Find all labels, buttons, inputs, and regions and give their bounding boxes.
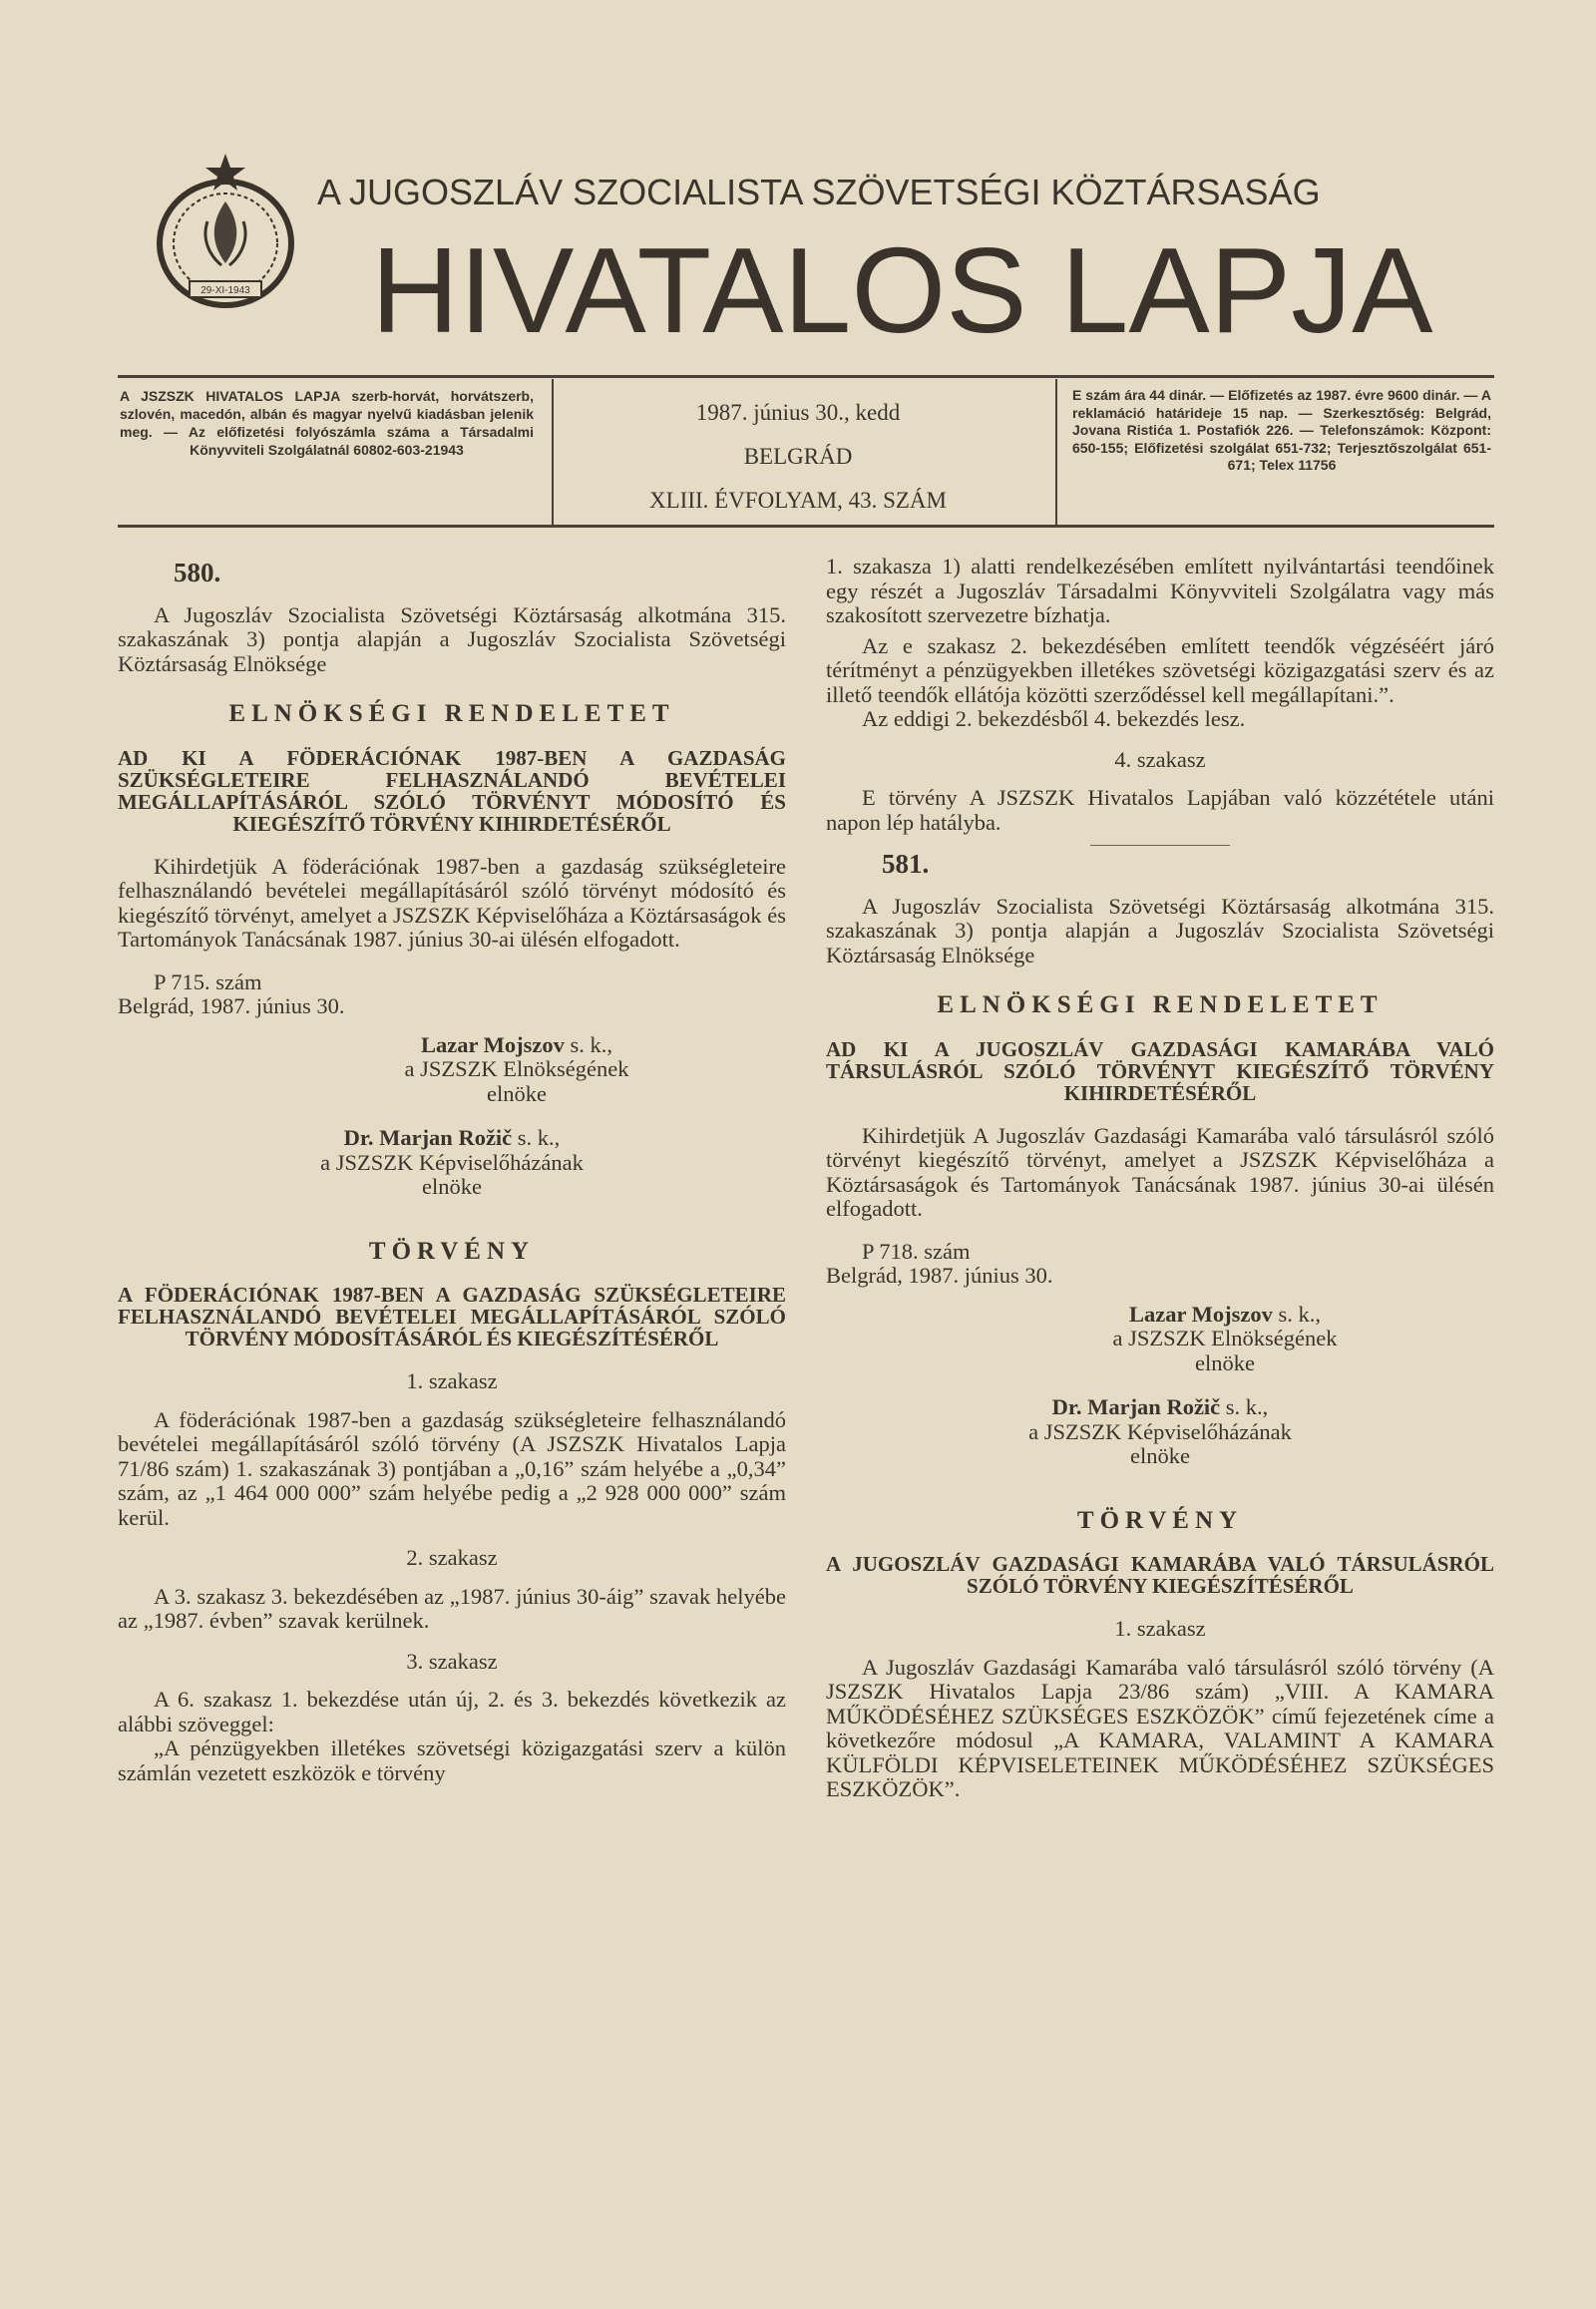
- signatory-role: a JSZSZK Elnökségének: [1112, 1326, 1338, 1350]
- item-number: 581.: [882, 849, 930, 879]
- law-heading: TÖRVÉNY: [368, 1237, 536, 1265]
- promulgation-text: Kihirdetjük A Jugoszláv Gazdasági Kamarába való társulásról szóló törvényt kiegészítő törvényt, amelyet a JSZSZK Képviselőháza a Köztársaságok és Tartományok Tanácsának 1987. június 30-ai ülésén elfogadott.: [826, 1122, 1494, 1221]
- masthead-subtitle: A JUGOSZLÁV SZOCIALISTA SZÖVETSÉGI KÖZTÁRSASÁG: [317, 172, 1321, 212]
- section-heading: 4. szakasz: [1114, 746, 1206, 772]
- section-text: E törvény A JSZSZK Hivatalos Lapjában való közzététele utáni napon lép hatályba.: [826, 785, 1494, 835]
- signatory-name: Dr. Marjan Rožič: [343, 1125, 513, 1150]
- signatory-sk: s. k.,: [1220, 1394, 1269, 1419]
- signatory-name: Lazar Mojszov: [1128, 1301, 1273, 1327]
- reference: [118, 968, 786, 1019]
- signatory-role: elnöke: [422, 1174, 482, 1199]
- price-contact-info: E szám ára 44 dinár. — Előfizetés az 1987. évre 9600 dinár. — A reklamáció határideje 15 nap. — Szerkesztőség: Belgrád, Jovana Ristića 1. Postafiók 226. — Telefonszámok: Központ: 650-155; Előfizetési szolgálat 651-732; Terjesztőszolgálat 651-671; Telex 11756: [1072, 387, 1491, 473]
- decree-title: AD KI A JUGOSZLÁV GAZDASÁGI KAMARÁBA VALÓ TÁRSULÁSRÓL SZÓLÓ TÖRVÉNYT KIEGÉSZÍTŐ TÖRVÉNY KIHIRDETÉSÉRŐL: [826, 1036, 1494, 1105]
- issue-date: 1987. június 30., kedd: [695, 400, 901, 425]
- section-heading: 1. szakasz: [406, 1368, 498, 1393]
- law-title: A FÖDERÁCIÓNAK 1987-BEN A GAZDASÁG SZÜKSÉGLETEIRE FELHASZNÁLANDÓ BEVÉTELEI MEGÁLLAPÍTÁSÁRÓL SZÓLÓ TÖRVÉNY MÓDOSÍTÁSÁRÓL ÉS KIEGÉSZÍTÉSÉRŐL: [118, 1283, 786, 1350]
- divider: [118, 375, 1494, 378]
- signatory-role: a JSZSZK Elnökségének: [404, 1056, 629, 1081]
- law-title: A JUGOSZLÁV GAZDASÁGI KAMARÁBA VALÓ TÁRSULÁSRÓL SZÓLÓ TÖRVÉNY KIEGÉSZÍTÉSÉRŐL: [826, 1552, 1494, 1598]
- reference-number: P 718. szám: [862, 1238, 971, 1264]
- section-heading: 3. szakasz: [406, 1648, 498, 1674]
- quoted-text: „A pénzügyekben illetékes szövetségi közigazgatási szerv a külön számlán vezetett eszközök e törvény: [118, 1735, 786, 1785]
- state-emblem-icon: [152, 152, 299, 319]
- issue-info: [559, 387, 1037, 527]
- divider: [118, 525, 1494, 528]
- signatory-name: Lazar Mojszov: [420, 1031, 565, 1057]
- reference-place-date: Belgrád, 1987. június 30.: [118, 993, 345, 1018]
- section-heading: 1. szakasz: [1114, 1616, 1206, 1641]
- signatory-sk: s. k.,: [512, 1125, 561, 1150]
- signature-2: [118, 1126, 786, 1200]
- signatory-role: a JSZSZK Képviselőházának: [320, 1149, 584, 1175]
- signatory-sk: s. k.,: [1272, 1301, 1322, 1327]
- signatory-role: a JSZSZK Képviselőházának: [1028, 1418, 1292, 1444]
- intro-text: A Jugoszláv Szocialista Szövetségi Köztársaság alkotmána 315. szakaszának 3) pontja alapján a Jugoszláv Szocialista Szövetségi Köztársaság Elnöksége: [118, 601, 786, 676]
- reference-number: P 715. szám: [154, 968, 262, 994]
- signatory-name: Dr. Marjan Rožič: [1051, 1394, 1221, 1419]
- promulgation-text: Kihirdetjük A föderációnak 1987-ben a gazdaság szükségleteire felhasználandó bevételei megállapításáról szóló törvényt módosító és kiegészítő törvényt, amelyet a JSZSZK Képviselőháza a Köztársaságok és Tartományok Tanácsának 1987. június 30-ai ülésén elfogadott.: [118, 853, 786, 952]
- signatory-role: elnöke: [1130, 1443, 1190, 1468]
- separator: [1090, 845, 1230, 846]
- section-text: A föderációnak 1987-ben a gazdaság szükségleteire felhasználandó bevételei megállapításáról szóló törvény (A JSZSZK Hivatalos Lapja 71/86 szám) 1. szakaszának 3) pontjában a „0,16” szám helyébe a „0,34” szám, az „1 464 000 000” szám helyébe pedig a „2 928 000 000” szám kerül.: [118, 1406, 786, 1530]
- section-text: A Jugoszláv Gazdasági Kamarába való társulásról szóló törvény (A JSZSZK Hivatalos Lapja 23/86 szám) „VIII. A KAMARA MŰKÖDÉSÉHEZ SZÜKSÉGES ESZKÖZÖK” című fejezetének címe a következőre módosul „A KAMARA, VALAMINT A KAMARA KÜLFÖLDI KÉPVISELETEINEK MŰKÖDÉSÉHEZ SZÜKSÉGES ESZKÖZÖK”.: [826, 1654, 1494, 1801]
- signature-1: [956, 1303, 1494, 1376]
- section-text: A 6. szakasz 1. bekezdése után új, 2. és 3. bekezdés következik az alábbi szöveggel:: [118, 1687, 786, 1736]
- reference-place-date: Belgrád, 1987. június 30.: [826, 1263, 1053, 1288]
- signatory-role: elnöke: [487, 1080, 547, 1106]
- continued-text: 1. szakasza 1) alatti rendelkezésében említett nyilvántartási teendőinek egy részét a Jugoszláv Társadalmi Könyvviteli Szolgálatra vagy más szakosított szervezetre bízhatja.: [826, 554, 1494, 627]
- decree-heading: ELNÖKSÉGI RENDELETET: [937, 991, 1384, 1018]
- divider: [1055, 379, 1057, 525]
- issue-city: BELGRÁD: [743, 444, 853, 469]
- divider: [552, 379, 554, 525]
- signature-2: [826, 1395, 1494, 1469]
- decree-title: AD KI A FÖDERÁCIÓNAK 1987-BEN A GAZDASÁG SZÜKSÉGLETEIRE FELHASZNÁLANDÓ BEVÉTELEI MEGÁLLAPÍTÁSÁRÓL SZÓLÓ TÖRVÉNYT MÓDOSÍTÓ ÉS KIEGÉSZÍTŐ TÖRVÉNY KIHIRDETÉSÉRŐL: [118, 745, 786, 836]
- masthead-title: HIVATALOS LAPJA: [371, 222, 1433, 358]
- section-heading: 2. szakasz: [406, 1545, 498, 1570]
- continued-text: Az eddigi 2. bekezdésből 4. bekezdés lesz.: [862, 706, 1246, 731]
- law-heading: TÖRVÉNY: [1076, 1506, 1244, 1534]
- section-text: A 3. szakasz 3. bekezdésében az „1987. június 30-áig” szavak helyébe az „1987. évben” szavak kerülnek.: [118, 1583, 786, 1633]
- svg-text:29-XI-1943: 29-XI-1943: [200, 285, 250, 296]
- right-column: [826, 555, 1494, 1812]
- publication-info: A JSZSZK HIVATALOS LAPJA szerb-horvát, horvátszerb, szlovén, macedón, albán és magyar nyelvű kiadásban jelenik meg. — Az előfizetési folyószámla száma a Társadalmi Könyvviteli Szolgálatnál 60802-603-21943: [120, 388, 534, 458]
- item-number: 580.: [174, 558, 221, 587]
- signatory-role: elnöke: [1195, 1349, 1255, 1375]
- signature-1: [247, 1033, 786, 1107]
- left-column: [118, 555, 786, 1795]
- signatory-sk: s. k.,: [564, 1031, 613, 1057]
- issue-number: XLIII. ÉVFOLYAM, 43. SZÁM: [649, 488, 947, 513]
- decree-heading: ELNÖKSÉGI RENDELETET: [228, 700, 675, 727]
- continued-text: Az e szakasz 2. bekezdésében említett teendők végzéséért járó térítményt a pénzügyekben illetékes szövetségi közigazgatási szerv és az illető teendők ellátója közötti szerződéssel kell megállapítani.”.: [826, 632, 1494, 707]
- intro-text: A Jugoszláv Szocialista Szövetségi Köztársaság alkotmána 315. szakaszának 3) pontja alapján a Jugoszláv Szocialista Szövetségi Köztársaság Elnöksége: [826, 893, 1494, 967]
- reference: [826, 1238, 1494, 1289]
